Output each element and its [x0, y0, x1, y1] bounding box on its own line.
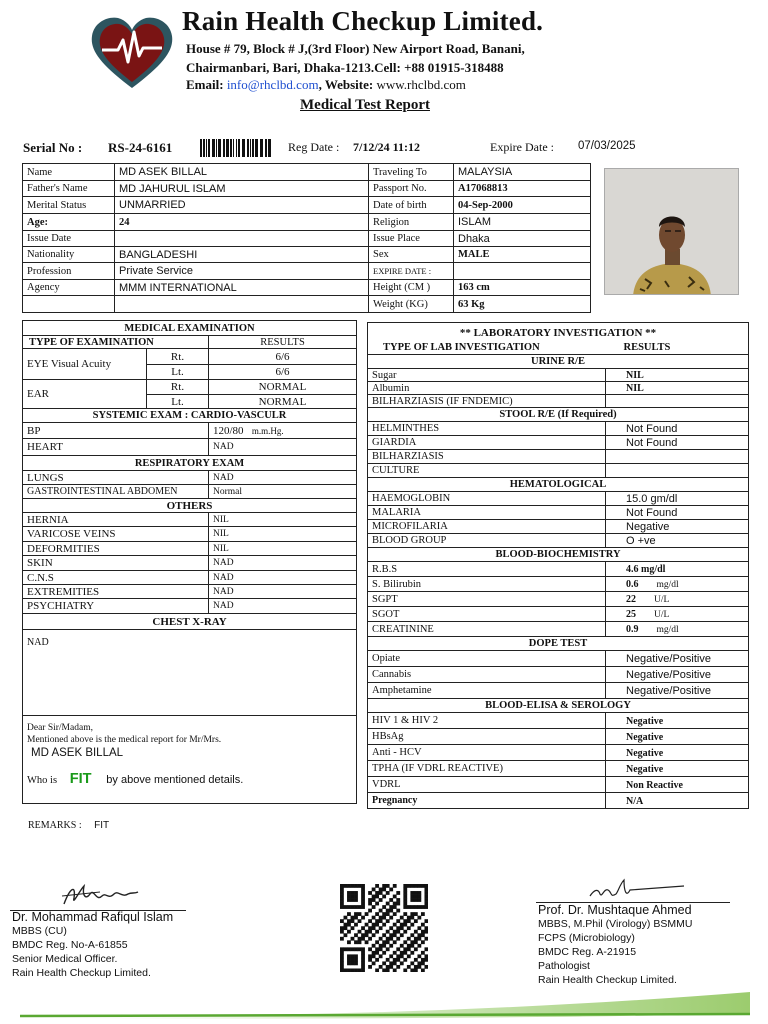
lab-section-title: URINE R/E: [368, 355, 749, 369]
report-title: Medical Test Report: [300, 97, 430, 113]
lab-row-value-cell: [606, 607, 749, 622]
lab-row-value: 0.6: [626, 579, 639, 590]
personal-label: Issue Date: [23, 231, 115, 247]
lab-row-value: O +ve: [626, 534, 656, 547]
medical-examination-table: [22, 320, 357, 804]
lab-row-value: 15.0 gm/dl: [626, 492, 678, 505]
lab-row-value: 4.6 mg/dl: [626, 564, 666, 575]
expire-date-label: Expire Date :: [490, 140, 554, 154]
lab-section-title: STOOL R/E (If Required): [368, 408, 749, 422]
lab-row-value: NIL: [626, 370, 644, 381]
lab-row: [368, 607, 749, 622]
others-row: [23, 585, 357, 599]
ear-rt-value: NORMAL: [209, 380, 357, 395]
eye-rt-value: 6/6: [209, 349, 357, 365]
others-row: [23, 571, 357, 585]
left-signatory-name: Dr. Mohammad Rafiqul Islam: [12, 910, 174, 924]
lab-row: [368, 761, 749, 777]
lab-row-value: Negative/Positive: [626, 684, 711, 697]
personal-value: 24: [115, 214, 369, 231]
lab-row: [368, 577, 749, 592]
lab-section-row: [368, 408, 749, 422]
lab-section-row: [368, 699, 749, 713]
others-label: SKIN: [23, 556, 209, 571]
lab-row-label: CREATININE: [368, 622, 606, 637]
lab-row-label: SGOT: [368, 607, 606, 622]
personal-label-2: Issue Place: [369, 231, 454, 247]
lab-row-value: 0.9: [626, 624, 639, 635]
lab-row: [368, 729, 749, 745]
left-signatory-line: BMDC Reg. No-A-61855: [12, 939, 128, 951]
medical-type-header: TYPE OF EXAMINATION: [23, 336, 209, 349]
others-row: [23, 527, 357, 542]
lab-section-row: [368, 355, 749, 369]
personal-label: Agency: [23, 280, 115, 296]
lab-row: [368, 520, 749, 534]
barcode: [199, 139, 274, 157]
bp-label: BP: [23, 423, 209, 439]
left-signature: [60, 880, 140, 910]
others-value: NIL: [209, 513, 357, 527]
lab-row-value-cell: [606, 506, 749, 520]
lungs-value: NAD: [209, 471, 357, 485]
right-signature: [588, 876, 688, 904]
others-label: VARICOSE VEINS: [23, 527, 209, 542]
personal-label-2: Sex: [369, 247, 454, 263]
gi-value: Normal: [209, 485, 357, 499]
right-signatory-name: Prof. Dr. Mushtaque Ahmed: [538, 903, 692, 917]
lab-row-label: Cannabis: [368, 667, 606, 683]
lab-row-value-cell: [606, 436, 749, 450]
others-value: NIL: [209, 542, 357, 556]
lab-row-label: HBsAg: [368, 729, 606, 745]
lab-row: [368, 436, 749, 450]
lab-row-label: HAEMOGLOBIN: [368, 492, 606, 506]
personal-value: Private Service: [115, 263, 369, 280]
lab-row-label: HIV 1 & HIV 2: [368, 713, 606, 729]
lab-row-label: Anti - HCV: [368, 745, 606, 761]
personal-info-table: [22, 163, 591, 313]
signature-left-icon: [60, 880, 140, 910]
reg-date-label: Reg Date :: [288, 140, 340, 154]
company-name: Rain Health Checkup Limited.: [182, 6, 544, 36]
reg-date-value: 7/12/24 11:12: [353, 140, 421, 154]
personal-value-2: [454, 263, 591, 280]
remarks-value: FIT: [94, 820, 110, 831]
lab-section-title: BLOOD-ELISA & SEROLOGY: [368, 699, 749, 713]
personal-label-2: Religion: [369, 214, 454, 231]
others-value: NAD: [209, 599, 357, 614]
personal-label: Name: [23, 164, 115, 181]
lab-row-unit: U/L: [654, 610, 670, 620]
lab-row-value-cell: [606, 534, 749, 548]
lab-row: [368, 777, 749, 793]
personal-label-2: Date of birth: [369, 197, 454, 214]
letter-patient-name: MD ASEK BILLAL: [31, 747, 124, 759]
lab-row: [368, 683, 749, 699]
email-link[interactable]: info@rhclbd.com: [226, 77, 319, 92]
others-label: PSYCHIATRY: [23, 599, 209, 614]
lab-row-value-cell: [606, 422, 749, 436]
lab-row-value: Negative/Positive: [626, 668, 711, 681]
lab-row-unit: mg/dl: [656, 625, 679, 635]
lab-row-value: NIL: [626, 383, 644, 394]
barcode-icon: [199, 139, 274, 157]
lab-row-value-cell: [606, 520, 749, 534]
lab-row-value: Not Found: [626, 506, 678, 519]
lab-row-value-cell: [606, 713, 749, 729]
personal-label-2: Weight (KG): [369, 296, 454, 313]
lab-row-value-cell: [606, 450, 749, 464]
lab-row-value: Non Reactive: [626, 779, 683, 791]
address-line-2: Chairmanbari, Bari, Dhaka-1213.Cell: +88 01915-318488: [186, 60, 504, 75]
lungs-label: LUNGS: [23, 471, 209, 485]
lab-row-value: N/A: [626, 795, 644, 807]
remarks-label: REMARKS :: [28, 820, 82, 831]
lab-results-header: RESULTS: [606, 341, 749, 355]
qr-code: [340, 884, 428, 972]
lab-row: [368, 422, 749, 436]
left-signatory-line: Rain Health Checkup Limited.: [12, 967, 151, 979]
lab-section-row: [368, 637, 749, 651]
lab-row-value: Negative: [626, 520, 670, 533]
company-logo: [86, 12, 178, 92]
right-signatory-line: MBBS, M.Phil (Virology) BSMMU: [538, 918, 693, 930]
personal-row: [23, 296, 591, 313]
lab-row-value-cell: [606, 622, 749, 637]
lab-row-value-cell: [606, 577, 749, 592]
lab-row-value: Negative: [626, 731, 664, 743]
lab-row: [368, 492, 749, 506]
address-line-1: House # 79, Block # J,(3rd Floor) New Airport Road, Banani,: [186, 41, 525, 56]
others-value: NAD: [209, 585, 357, 599]
lab-row-label: CULTURE: [368, 464, 606, 478]
fitness-letter: [23, 716, 357, 804]
lab-row-value-cell: [606, 592, 749, 607]
lab-row: [368, 622, 749, 637]
lab-row-value: Negative: [626, 763, 664, 775]
heart-label: HEART: [23, 439, 209, 456]
lab-row: [368, 395, 749, 408]
others-value: NIL: [209, 527, 357, 542]
lab-row-label: Albumin: [368, 382, 606, 395]
lab-row-value-cell: [606, 492, 749, 506]
lab-row-value-cell: [606, 651, 749, 667]
lab-row-label: Opiate: [368, 651, 606, 667]
others-label: HERNIA: [23, 513, 209, 527]
letter-greeting: Dear Sir/Madam,: [27, 723, 93, 733]
lab-row: [368, 651, 749, 667]
lab-row: [368, 534, 749, 548]
lab-section-row: [368, 478, 749, 492]
others-row: [23, 599, 357, 614]
lab-row: [368, 506, 749, 520]
personal-label: Merital Status: [23, 197, 115, 214]
lab-row: [368, 793, 749, 809]
lab-row-unit: U/L: [654, 595, 670, 605]
lab-row: [368, 450, 749, 464]
lab-row-label: MICROFILARIA: [368, 520, 606, 534]
lab-row-value: 25: [626, 609, 636, 620]
right-signatory: [538, 903, 692, 987]
signature-right-icon: [588, 876, 688, 904]
personal-value: MMM INTERNATIONAL: [115, 280, 369, 296]
person-photo-icon: [605, 169, 739, 295]
personal-value: [115, 296, 369, 313]
bp-unit: m.m.Hg.: [251, 425, 284, 436]
chest-xray-value: NAD: [23, 630, 357, 716]
by-above-text: by above mentioned details.: [106, 774, 244, 786]
respiratory-exam-title: RESPIRATORY EXAM: [23, 456, 357, 471]
lab-row-label: BLOOD GROUP: [368, 534, 606, 548]
personal-row: [23, 247, 591, 263]
left-signatory-line: Senior Medical Officer.: [12, 953, 118, 965]
lab-row-value: Negative: [626, 747, 664, 759]
lab-row: [368, 745, 749, 761]
lab-row-value-cell: [606, 369, 749, 382]
personal-row: [23, 214, 591, 231]
personal-value-2: MALE: [454, 247, 591, 263]
website-label: , Website:: [318, 77, 374, 92]
letter-body: Mentioned above is the medical report for Mr/Mrs.: [27, 735, 222, 745]
lab-row-value-cell: [606, 729, 749, 745]
lab-row-value: Negative/Positive: [626, 652, 711, 665]
lab-row-label: GIARDIA: [368, 436, 606, 450]
lab-section-row: [368, 548, 749, 562]
others-value: NAD: [209, 556, 357, 571]
medical-exam-title: MEDICAL EXAMINATION: [23, 321, 357, 336]
personal-value: UNMARRIED: [115, 197, 369, 214]
left-signatory: [12, 910, 173, 980]
eye-rt-label: Rt.: [147, 349, 209, 365]
personal-value: [115, 231, 369, 247]
personal-label-2: Height (CM ): [369, 280, 454, 296]
right-signatory-line: Rain Health Checkup Limited.: [538, 974, 677, 986]
personal-row: [23, 164, 591, 181]
personal-row: [23, 231, 591, 247]
personal-row: [23, 280, 591, 296]
lab-row: [368, 382, 749, 395]
lab-row-value: Not Found: [626, 422, 678, 435]
personal-value-2: 63 Kg: [454, 296, 591, 313]
lab-row: [368, 592, 749, 607]
medical-results-header: RESULTS: [209, 336, 357, 349]
eye-label: EYE Visual Acuity: [23, 349, 147, 380]
laboratory-investigation-table: [367, 322, 749, 809]
lab-row-label: VDRL: [368, 777, 606, 793]
lab-row-value-cell: [606, 562, 749, 577]
lab-row: [368, 562, 749, 577]
lab-row-label: BILHARZIASIS: [368, 450, 606, 464]
lab-section-title: HEMATOLOGICAL: [368, 478, 749, 492]
lab-row-value-cell: [606, 382, 749, 395]
bp-value: 120/80: [213, 424, 244, 437]
lab-row-label: BILHARZIASIS (IF FNDEMIC): [368, 395, 606, 408]
lab-row-value-cell: [606, 683, 749, 699]
personal-value-2: 163 cm: [454, 280, 591, 296]
personal-value-2: ISLAM: [454, 214, 591, 231]
lab-row-label: Amphetamine: [368, 683, 606, 699]
personal-label-2: Traveling To: [369, 164, 454, 181]
passport-photo: [604, 168, 739, 295]
others-row: [23, 542, 357, 556]
ear-rt-label: Rt.: [147, 380, 209, 395]
others-label: EXTREMITIES: [23, 585, 209, 599]
personal-value: MD ASEK BILLAL: [115, 164, 369, 181]
personal-label: Profession: [23, 263, 115, 280]
personal-row: [23, 197, 591, 214]
lab-row-unit: mg/dl: [656, 580, 679, 590]
footer-swoosh: [0, 984, 768, 1024]
lab-row-value: Negative: [626, 715, 664, 727]
lab-row-value-cell: [606, 464, 749, 478]
lab-row: [368, 369, 749, 382]
others-row: [23, 513, 357, 527]
lab-row-label: R.B.S: [368, 562, 606, 577]
lab-row-label: Pregnancy: [368, 793, 606, 809]
lab-row-value-cell: [606, 395, 749, 408]
ear-label: EAR: [23, 380, 147, 409]
ear-lt-label: Lt.: [147, 395, 209, 409]
heart-ecg-logo-icon: [86, 12, 178, 92]
contact-line: [186, 77, 466, 93]
lab-row: [368, 667, 749, 683]
lab-row-label: SGPT: [368, 592, 606, 607]
lab-section-title: DOPE TEST: [368, 637, 749, 651]
lab-type-header: TYPE OF LAB INVESTIGATION: [368, 341, 606, 355]
others-label: DEFORMITIES: [23, 542, 209, 556]
personal-value: MD JAHURUL ISLAM: [115, 181, 369, 197]
lab-row-value: 22: [626, 594, 636, 605]
lab-row: [368, 464, 749, 478]
others-label: C.N.S: [23, 571, 209, 585]
personal-label-2: Passport No.: [369, 181, 454, 197]
personal-row: [23, 263, 591, 280]
systemic-exam-title: SYSTEMIC EXAM : CARDIO-VASCULR: [23, 409, 357, 423]
others-value: NAD: [209, 571, 357, 585]
remarks: [28, 820, 109, 831]
right-signatory-line: FCPS (Microbiology): [538, 932, 635, 944]
who-is-text: Who is: [27, 775, 58, 786]
chest-xray-title: CHEST X-RAY: [23, 614, 357, 630]
personal-value-2: 04-Sep-2000: [454, 197, 591, 214]
bp-value-cell: [209, 423, 357, 439]
fit-status: FIT: [69, 771, 92, 787]
lab-row: [368, 713, 749, 729]
right-signatory-line: BMDC Reg. A-21915: [538, 946, 637, 958]
eye-lt-label: Lt.: [147, 365, 209, 380]
left-signatory-line: MBBS (CU): [12, 925, 67, 937]
email-label: Email:: [186, 77, 224, 92]
ear-lt-value: NORMAL: [209, 395, 357, 409]
website-link[interactable]: www.rhclbd.com: [376, 77, 466, 92]
personal-label: Father's Name: [23, 181, 115, 197]
gi-label: GASTROINTESTINAL ABDOMEN: [23, 485, 209, 499]
lab-row-value-cell: [606, 745, 749, 761]
serial-value: RS-24-6161: [108, 140, 173, 155]
lab-row-value-cell: [606, 667, 749, 683]
personal-value: BANGLADESHI: [115, 247, 369, 263]
qr-code-icon: [340, 884, 428, 972]
serial-label: Serial No :: [23, 140, 83, 155]
fitness-statement: [27, 770, 352, 790]
lab-row-label: MALARIA: [368, 506, 606, 520]
lab-row-label: S. Bilirubin: [368, 577, 606, 592]
lab-row-label: Sugar: [368, 369, 606, 382]
lab-section-title: BLOOD-BIOCHEMISTRY: [368, 548, 749, 562]
personal-label-2: EXPIRE DATE :: [369, 263, 454, 280]
personal-value-2: A17068813: [454, 181, 591, 197]
expire-date-value: 07/03/2025: [578, 140, 636, 152]
personal-label: [23, 296, 115, 313]
heart-value: NAD: [209, 439, 357, 456]
personal-value-2: MALAYSIA: [454, 164, 591, 181]
personal-row: [23, 181, 591, 197]
lab-row-value: Not Found: [626, 436, 678, 449]
personal-label: Age:: [23, 214, 115, 231]
lab-row-label: HELMINTHES: [368, 422, 606, 436]
eye-lt-value: 6/6: [209, 365, 357, 380]
personal-value-2: Dhaka: [454, 231, 591, 247]
lab-row-value-cell: [606, 793, 749, 809]
right-signatory-line: Pathologist: [538, 960, 590, 972]
lab-row-label: TPHA (IF VDRL REACTIVE): [368, 761, 606, 777]
lab-row-value-cell: [606, 777, 749, 793]
personal-label: Nationality: [23, 247, 115, 263]
lab-row-value-cell: [606, 761, 749, 777]
others-title: OTHERS: [23, 499, 357, 513]
lab-title: ** LABORATORY INVESTIGATION **: [368, 323, 749, 341]
footer-swoosh-icon: [0, 984, 768, 1024]
others-row: [23, 556, 357, 571]
